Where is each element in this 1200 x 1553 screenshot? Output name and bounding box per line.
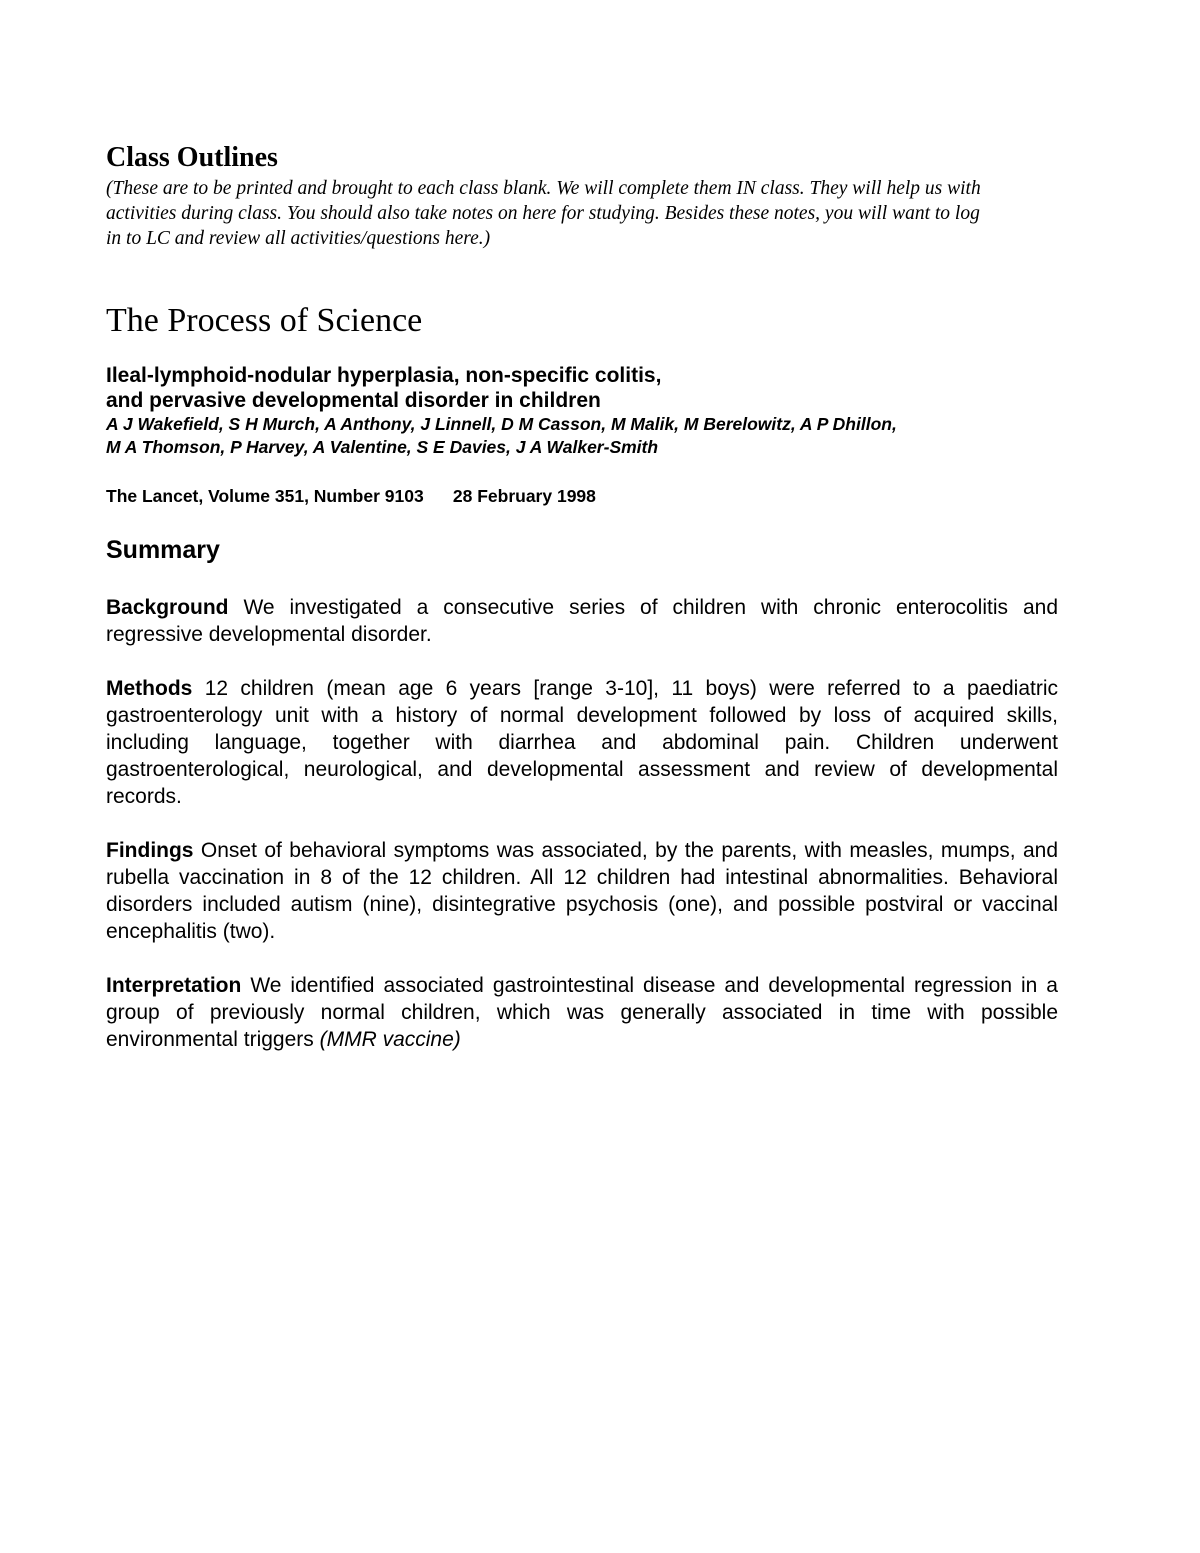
interpretation-text: We identified associated gastrointestinal disease and developmental regression in a group of previously normal children, which was generally associated in time with possible environmental triggers bbox=[106, 974, 1058, 1051]
findings-text: Onset of behavioral symptoms was associated, by the parents, with measles, mumps, and rubella vaccination in 8 of the 12 children. All 12 children had intestinal abnormalities. Behavioral disorders included autism (nine), disintegrative psychosis (one), and possible postviral or vaccinal encephalitis (two). bbox=[106, 839, 1058, 943]
document-page bbox=[106, 140, 1058, 1053]
background-text: We investigated a consecutive series of children with chronic enterocolitis and regressive developmental disorder. bbox=[106, 596, 1058, 646]
interpretation-paragraph bbox=[106, 972, 1058, 1053]
methods-paragraph bbox=[106, 675, 1058, 810]
note-line: activities during class. You should also take notes on here for studying. Besides these notes, you will want to log bbox=[106, 203, 980, 224]
article-title-line: Ileal-lymphoid-nodular hyperplasia, non-specific colitis, bbox=[106, 364, 662, 387]
section-title: The Process of Science bbox=[106, 302, 423, 339]
findings-label: Findings bbox=[106, 839, 194, 862]
authors-line: M A Thomson, P Harvey, A Valentine, S E Davies, J A Walker-Smith bbox=[106, 437, 659, 457]
article-title-line: and pervasive developmental disorder in children bbox=[106, 389, 601, 412]
note-line: in to LC and review all activities/questions here.) bbox=[106, 228, 491, 249]
background-paragraph bbox=[106, 594, 1058, 648]
findings-paragraph bbox=[106, 837, 1058, 945]
class-outlines-note bbox=[106, 176, 1091, 251]
background-label: Background bbox=[106, 596, 229, 619]
article-title bbox=[106, 363, 1058, 413]
methods-text: 12 children (mean age 6 years [range 3-10], 11 boys) were referred to a paediatric gastroenterology unit with a history of normal development followed by loss of acquired skills, including language, together with diarrhea and abdominal pain. Children underwent gastroenterological, neurological, and developmental assessment and review of developmental records. bbox=[106, 677, 1058, 808]
methods-label: Methods bbox=[106, 677, 193, 700]
class-outlines-title: Class Outlines bbox=[106, 142, 278, 173]
interpretation-label: Interpretation bbox=[106, 974, 242, 997]
note-line: (These are to be printed and brought to each class blank. We will complete them IN class. They will help us with bbox=[106, 178, 981, 199]
article-authors bbox=[106, 413, 1058, 459]
authors-line: A J Wakefield, S H Murch, A Anthony, J Linnell, D M Casson, M Malik, M Berelowitz, A P Dhillon, bbox=[106, 414, 897, 434]
interpretation-emphasis: (MMR vaccine) bbox=[319, 1028, 461, 1051]
journal-citation: The Lancet, Volume 351, Number 9103 28 February 1998 bbox=[106, 486, 596, 506]
summary-heading: Summary bbox=[106, 536, 220, 564]
